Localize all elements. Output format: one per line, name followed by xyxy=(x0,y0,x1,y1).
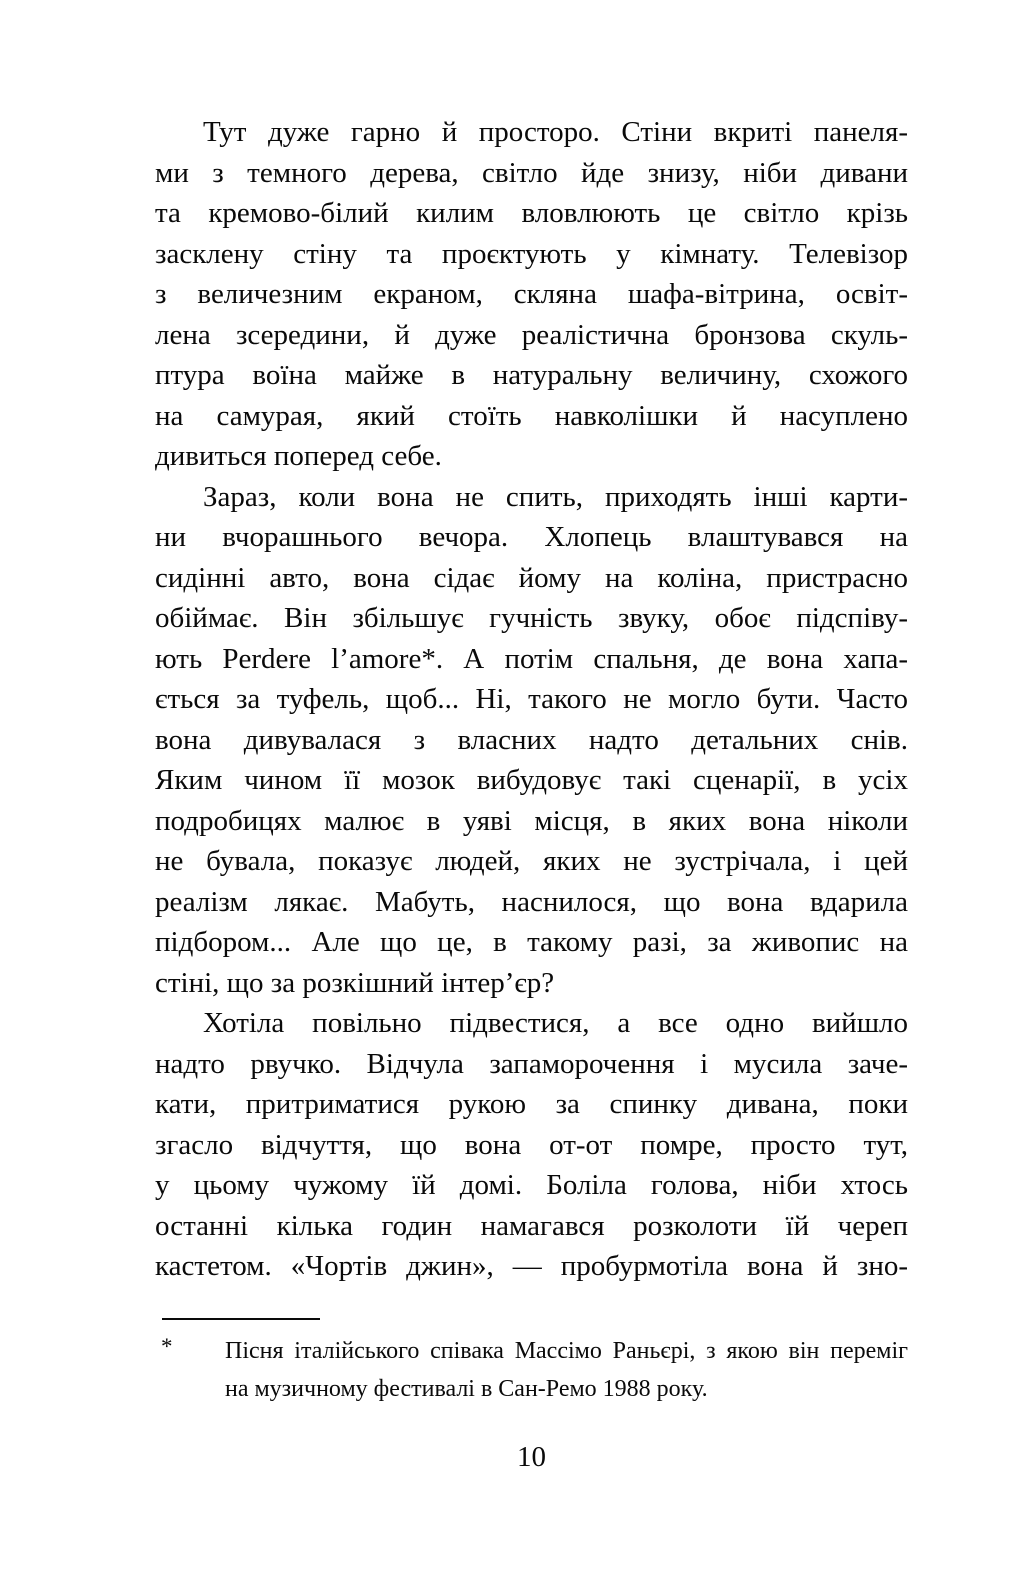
text-line: реалізм лякає. Мабуть, наснилося, що вона вдарила xyxy=(155,885,908,918)
text-line: підбором... Але що це, в такому разі, за живопис на xyxy=(155,926,908,958)
footnote-text xyxy=(225,1332,908,1408)
text-line: Яким чином її мозок вибудовує такі сценарії, в усіх xyxy=(155,764,908,796)
text-line: подробицях малює в уяві місця, в яких вона ніколи xyxy=(155,804,908,837)
body-text xyxy=(155,112,908,1287)
footnote-marker: * xyxy=(161,1334,173,1359)
text-line: та кремово-білий килим вловлюють це світло крізь xyxy=(155,197,908,229)
text-line: Тут дуже гарно й просторо. Стіни вкриті панеля- xyxy=(203,116,908,148)
page-number: 10 xyxy=(517,1441,546,1473)
paragraph xyxy=(155,112,908,477)
text-line: надто рвучко. Відчула запаморочення і мусила заче- xyxy=(155,1047,908,1080)
text-line: засклену стіну та проєктують у кімнату. Телевізор xyxy=(155,237,908,270)
text-line: птура воїна майже в натуральну величину, схожого xyxy=(155,359,908,391)
text-line: ни вчорашнього вечора. Хлопець влаштувався на xyxy=(155,521,908,553)
paragraph xyxy=(155,1003,908,1287)
text-line: сидінні авто, вона сідає йому на коліна, пристрасно xyxy=(155,561,908,594)
text-line: кати, притриматися рукою за спинку дивана, поки xyxy=(155,1088,908,1120)
text-line: не бувала, показує людей, яких не зустрічала, і цей xyxy=(155,845,908,877)
text-line: Хотіла повільно підвестися, а все одно вийшло xyxy=(203,1007,908,1039)
text-line: останні кілька годин намагався розколоти їй череп xyxy=(155,1209,908,1242)
text-line: кастетом. «Чортів джин», — пробурмотіла вона й зно- xyxy=(155,1250,908,1282)
text-line: Зараз, коли вона не спить, приходять інші карти- xyxy=(203,480,908,513)
footnote-line: Пісня італійського співака Массімо Раньєрі, з якою він переміг xyxy=(225,1338,908,1364)
paragraph xyxy=(155,477,908,1004)
text-line: дивиться поперед себе. xyxy=(155,440,442,472)
text-line: з величезним екраном, скляна шафа-вітрина, освіт- xyxy=(155,278,908,310)
text-line: обіймає. Він збільшує гучність звуку, обоє підспіву- xyxy=(155,602,908,634)
text-line: стіні, що за розкішний інтер’єр? xyxy=(155,966,555,999)
text-line: у цьому чужому їй домі. Боліла голова, ніби хтось xyxy=(155,1169,908,1201)
footnote xyxy=(155,1332,908,1408)
text-line: ми з темного дерева, світло йде знизу, ніби дивани xyxy=(155,156,908,189)
footnote-separator xyxy=(162,1318,320,1320)
footnote-line: на музичному фестивалі в Сан-Ремо 1988 року. xyxy=(225,1376,708,1402)
text-line: ється за туфель, щоб... Ні, такого не могло бути. Часто xyxy=(155,683,908,715)
text-line: вона дивувалася з власних надто детальних снів. xyxy=(155,723,908,756)
text-line: ють Perdere l’amore*. А потім спальня, де вона хапа- xyxy=(155,642,908,675)
text-line: згасло відчуття, що вона от-от помре, просто тут, xyxy=(155,1128,908,1161)
text-line: на самурая, який стоїть навколішки й насуплено xyxy=(155,399,908,432)
text-line: лена зсередини, й дуже реалістична бронзова скуль- xyxy=(155,318,908,351)
